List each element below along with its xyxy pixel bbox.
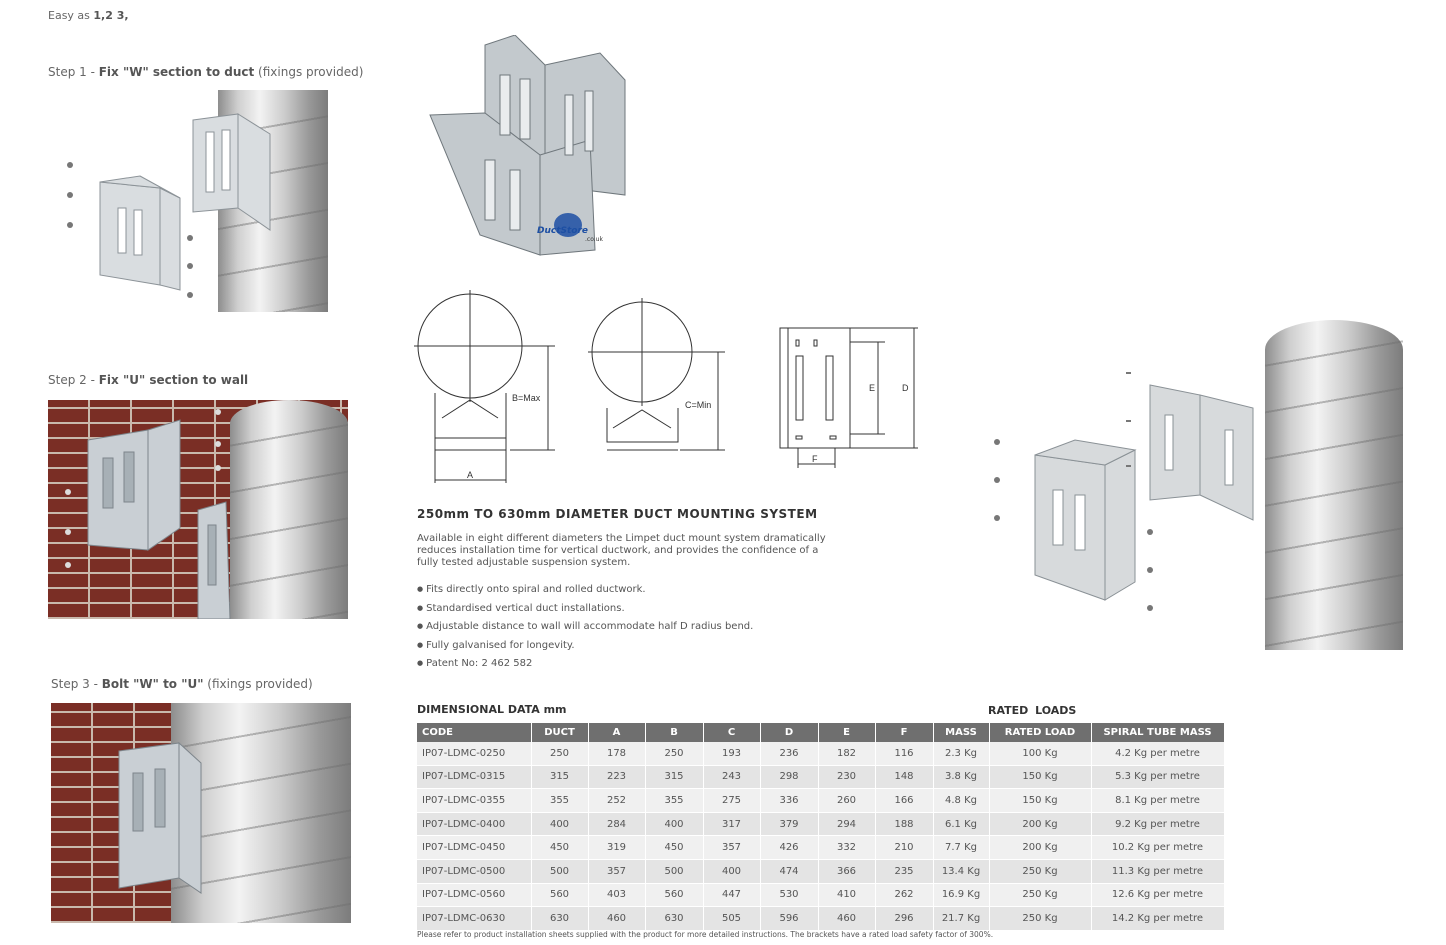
col-header-a: A (588, 723, 645, 742)
table-cell: 12.6 Kg per metre (1091, 883, 1224, 907)
table-cell: 243 (703, 765, 760, 789)
table-cell: 7.7 Kg (933, 836, 989, 860)
table-cell: 9.2 Kg per metre (1091, 812, 1224, 836)
table-row (417, 907, 1224, 931)
table-cell: 13.4 Kg (933, 859, 989, 883)
table-row (417, 742, 1224, 765)
table-cell: 182 (818, 742, 875, 765)
table-cell: 403 (588, 883, 645, 907)
table-row (417, 883, 1224, 907)
table-cell: 148 (875, 765, 933, 789)
col-header-c: C (703, 723, 760, 742)
table-row (417, 812, 1224, 836)
step-3-image (51, 703, 351, 923)
table-cell: 410 (818, 883, 875, 907)
table-cell: 200 Kg (989, 836, 1091, 860)
label-d: D (902, 383, 909, 393)
col-header-mass: MASS (933, 723, 989, 742)
spec-title: 250mm TO 630mm DIAMETER DUCT MOUNTING SYSTEM (417, 507, 818, 521)
step-3-heading: Step 3 - Bolt "W" to "U" (fixings provided) (51, 677, 313, 691)
col-header-code: CODE (417, 723, 531, 742)
table-cell: 250 Kg (989, 859, 1091, 883)
table-cell: IP07-LDMC-0400 (417, 812, 531, 836)
feature-item: ● Fully galvanised for longevity. (417, 640, 753, 659)
table-cell: 294 (818, 812, 875, 836)
dimensional-data-title: DIMENSIONAL DATA mm (417, 703, 567, 716)
table-cell: 355 (645, 789, 703, 813)
table-cell: 336 (760, 789, 818, 813)
table-cell: 260 (818, 789, 875, 813)
table-header-row (417, 723, 1224, 742)
table-cell: 366 (818, 859, 875, 883)
feature-item: ● Patent No: 2 462 582 (417, 658, 753, 677)
bracket-product-photo (425, 35, 645, 275)
table-cell: 11.3 Kg per metre (1091, 859, 1224, 883)
table-cell: 315 (531, 765, 588, 789)
table-cell: 21.7 Kg (933, 907, 989, 931)
table-cell: 14.2 Kg per metre (1091, 907, 1224, 931)
col-header-f: F (875, 723, 933, 742)
table-cell: 100 Kg (989, 742, 1091, 765)
table-cell: 250 (645, 742, 703, 765)
feature-item: ● Standardised vertical duct installations. (417, 603, 753, 622)
table-cell: 116 (875, 742, 933, 765)
table-cell: 332 (818, 836, 875, 860)
table-cell: IP07-LDMC-0560 (417, 883, 531, 907)
table-row (417, 836, 1224, 860)
table-cell: 379 (760, 812, 818, 836)
step-1-image (48, 90, 328, 312)
table-cell: 166 (875, 789, 933, 813)
table-cell: 250 Kg (989, 907, 1091, 931)
feature-item: ● Fits directly onto spiral and rolled ductwork. (417, 584, 753, 603)
ductstore-logo: DuctStore (537, 226, 589, 236)
table-cell: 560 (531, 883, 588, 907)
exploded-view-image (985, 320, 1405, 652)
table-cell: 317 (703, 812, 760, 836)
table-cell: 400 (645, 812, 703, 836)
table-cell: 315 (645, 765, 703, 789)
table-row (417, 765, 1224, 789)
table-cell: 505 (703, 907, 760, 931)
table-cell: 447 (703, 883, 760, 907)
col-header-b: B (645, 723, 703, 742)
table-row (417, 789, 1224, 813)
table-cell: 2.3 Kg (933, 742, 989, 765)
table-cell: IP07-LDMC-0250 (417, 742, 531, 765)
table-cell: 357 (703, 836, 760, 860)
table-cell: 296 (875, 907, 933, 931)
table-cell: 426 (760, 836, 818, 860)
table-cell: 150 Kg (989, 789, 1091, 813)
table-cell: IP07-LDMC-0500 (417, 859, 531, 883)
table-cell: 400 (531, 812, 588, 836)
table-cell: 450 (531, 836, 588, 860)
table-cell: 630 (645, 907, 703, 931)
table-cell: 8.1 Kg per metre (1091, 789, 1224, 813)
table-cell: 193 (703, 742, 760, 765)
step-2-image (48, 400, 348, 619)
table-cell: 500 (531, 859, 588, 883)
table-cell: 230 (818, 765, 875, 789)
table-cell: 250 (531, 742, 588, 765)
label-e: E (869, 383, 876, 393)
table-cell: 400 (703, 859, 760, 883)
table-cell: 223 (588, 765, 645, 789)
table-cell: 500 (645, 859, 703, 883)
table-cell: 298 (760, 765, 818, 789)
table-cell: 450 (645, 836, 703, 860)
dimensional-data-table (417, 723, 1225, 931)
table-cell: 210 (875, 836, 933, 860)
table-cell: 319 (588, 836, 645, 860)
table-cell: 4.2 Kg per metre (1091, 742, 1224, 765)
table-cell: 357 (588, 859, 645, 883)
table-cell: 630 (531, 907, 588, 931)
feature-list (417, 584, 753, 677)
table-cell: IP07-LDMC-0315 (417, 765, 531, 789)
label-b-max: B=Max (512, 393, 541, 403)
table-cell: 178 (588, 742, 645, 765)
col-header-spiral-tube-mass: SPIRAL TUBE MASS (1091, 723, 1224, 742)
intro-text: Easy as 1,2 3, (48, 9, 129, 22)
table-cell: 530 (760, 883, 818, 907)
table-cell: 16.9 Kg (933, 883, 989, 907)
table-cell: 284 (588, 812, 645, 836)
table-cell: IP07-LDMC-0450 (417, 836, 531, 860)
table-cell: 460 (818, 907, 875, 931)
step-1-heading: Step 1 - Fix "W" section to duct (fixings provided) (48, 65, 364, 79)
table-cell: 236 (760, 742, 818, 765)
label-a: A (467, 470, 474, 480)
step-2-heading: Step 2 - Fix "U" section to wall (48, 373, 249, 387)
table-cell: 250 Kg (989, 883, 1091, 907)
table-cell: 5.3 Kg per metre (1091, 765, 1224, 789)
col-header-d: D (760, 723, 818, 742)
table-cell: 3.8 Kg (933, 765, 989, 789)
label-f: F (812, 454, 818, 464)
table-cell: 460 (588, 907, 645, 931)
table-cell: 560 (645, 883, 703, 907)
table-cell: 235 (875, 859, 933, 883)
table-cell: 200 Kg (989, 812, 1091, 836)
rated-loads-title: RATED LOADS (988, 704, 1077, 717)
feature-item: ● Adjustable distance to wall will accommodate half D radius bend. (417, 621, 753, 640)
ductstore-logo-suffix: .co.uk (585, 236, 603, 243)
table-cell: IP07-LDMC-0355 (417, 789, 531, 813)
spec-description: Available in eight different diameters the Limpet duct mount system dramatically reduces installation time for vertical ductwork, and provides the confidence of a fully tested adjustable suspension system. (417, 533, 826, 568)
col-header-rated-load: RATED LOAD (989, 723, 1091, 742)
table-cell: 355 (531, 789, 588, 813)
table-cell: 4.8 Kg (933, 789, 989, 813)
table-cell: 6.1 Kg (933, 812, 989, 836)
table-cell: 275 (703, 789, 760, 813)
table-row (417, 859, 1224, 883)
col-header-e: E (818, 723, 875, 742)
table-cell: 262 (875, 883, 933, 907)
dimension-drawings (410, 288, 930, 493)
col-header-duct: DUCT (531, 723, 588, 742)
table-cell: 188 (875, 812, 933, 836)
table-cell: 474 (760, 859, 818, 883)
table-cell: IP07-LDMC-0630 (417, 907, 531, 931)
table-cell: 252 (588, 789, 645, 813)
table-cell: 10.2 Kg per metre (1091, 836, 1224, 860)
table-cell: 150 Kg (989, 765, 1091, 789)
footnote: Please refer to product installation sheets supplied with the product for more detailed instructions. The brackets have a rated load safety factor of 300%. (417, 930, 994, 939)
label-c-min: C=Min (685, 400, 712, 410)
table-cell: 596 (760, 907, 818, 931)
